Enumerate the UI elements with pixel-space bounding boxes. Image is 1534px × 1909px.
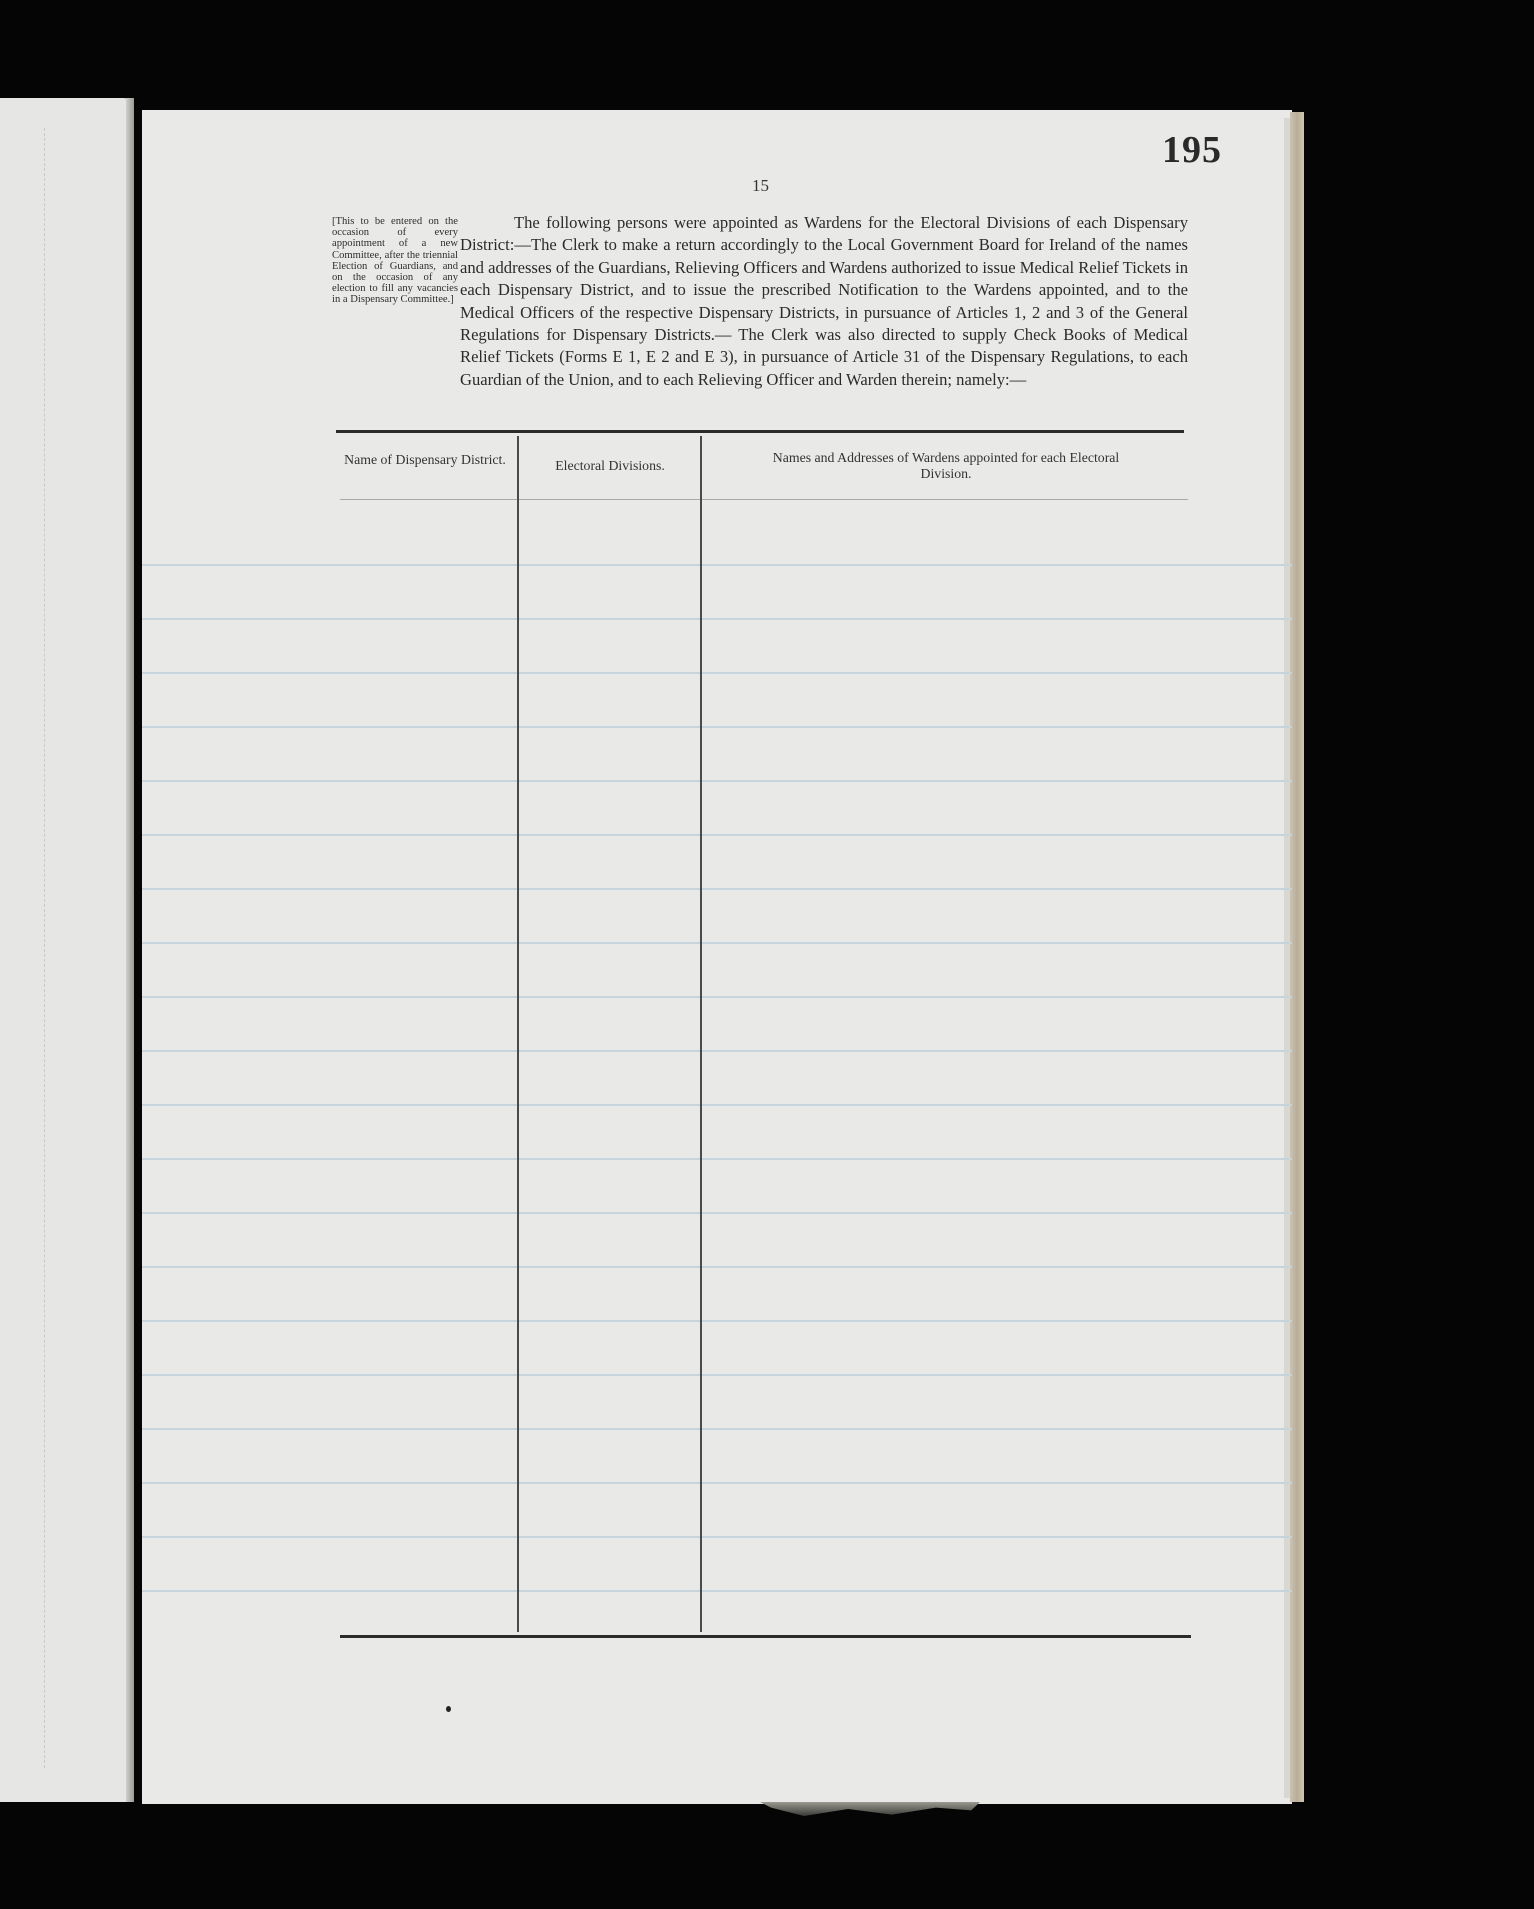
column-header-district: Name of Dispensary District.	[344, 452, 506, 467]
left-page	[0, 98, 134, 1802]
sheet-number: 15	[752, 176, 769, 195]
ink-dot	[446, 1706, 451, 1712]
stitch-line	[44, 128, 45, 1768]
page-fold	[126, 98, 134, 1802]
table-header-rule	[340, 499, 1188, 500]
page-number: 195	[1162, 129, 1222, 171]
column-header-divisions: Electoral Divisions.	[555, 458, 665, 473]
margin-note: [This to be entered on the occasion of every appointment of a new Committee, after the triennial Election of Guardians, and on the occasion of any election to fill any vacancies in a Dispensary Committee.]	[332, 216, 458, 306]
column-header-wardens: Names and Addresses of Wardens appointed for each Electoral Division.	[772, 450, 1120, 481]
body-paragraph: The following persons were appointed as Wardens for the Electoral Divisions of each Dispensary District:—The Clerk to make a return accordingly to the Local Government Board for Ireland of the names and addresses of the Guardians, Relieving Officers and Wardens authorized to issue Medical Relief Tickets in each Dispensary District, and to issue the prescribed Notification to the Wardens appointed, and to the Medical Officers of the respective Dispensary Districts, in pursuance of Articles 1, 2 and 3 of the General Regulations for Dispensary Districts.— The Clerk was also directed to supply Check Books of Medical Relief Tickets (Forms E 1, E 2 and E 3), in pursuance of Article 31 of the Dispensary Regulations, to each Guardian of the Union, and to each Relieving Officer and Warden therein; namely:—	[460, 213, 1188, 389]
column-divider-2	[700, 436, 702, 1632]
table-bottom-rule	[340, 1635, 1191, 1638]
ruled-lines	[142, 512, 1292, 1632]
column-divider-1	[517, 436, 519, 1632]
table-top-rule	[336, 430, 1184, 433]
torn-edge	[760, 1802, 980, 1816]
page-edge	[1290, 112, 1304, 1802]
